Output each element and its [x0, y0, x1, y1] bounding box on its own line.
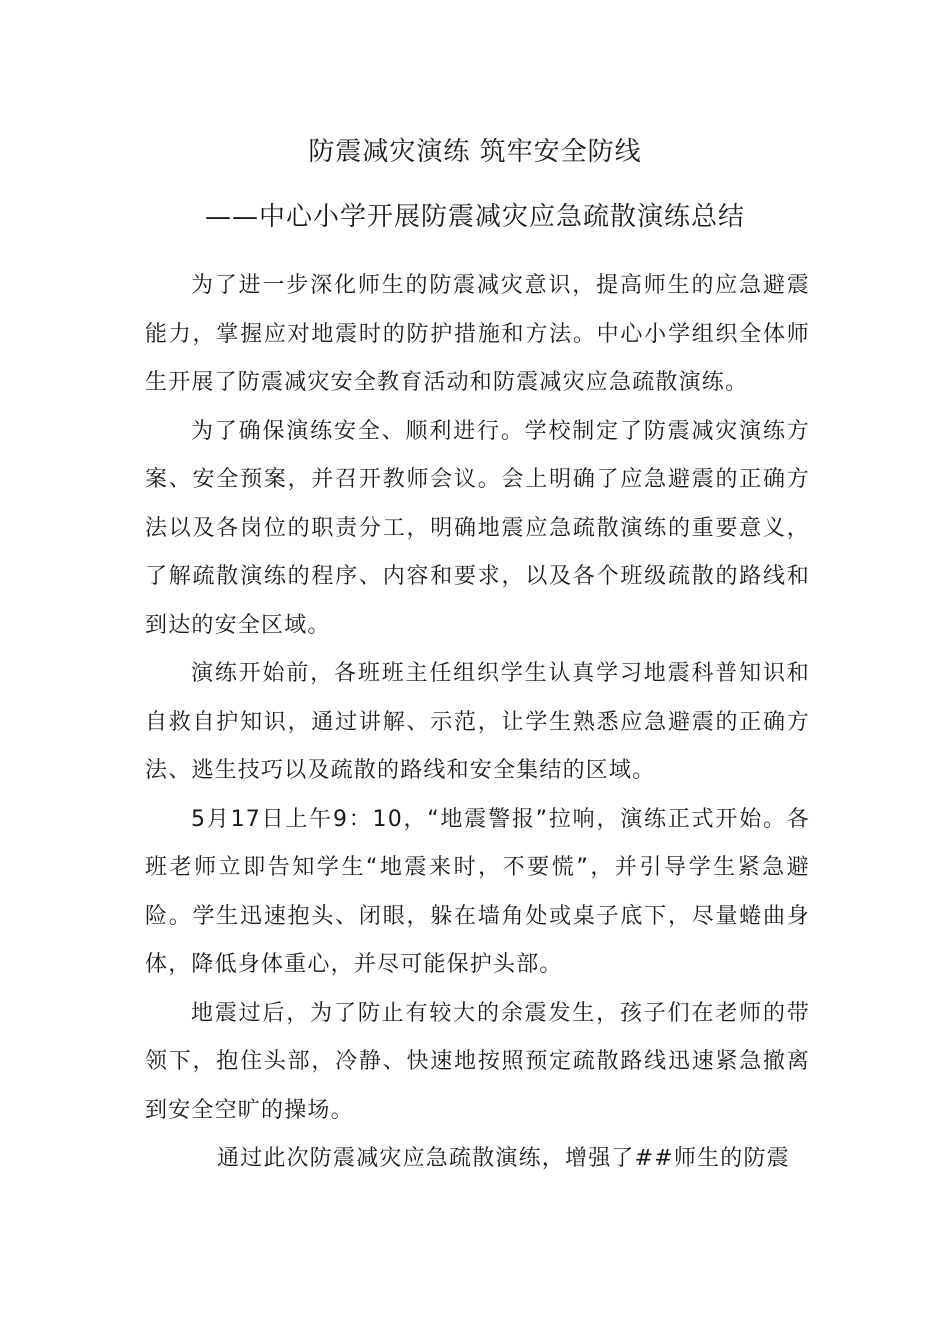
paragraph: 5月17日上午9：10，“地震警报”拉响，演练正式开始。各班老师立即告知学生“地震来时，不要慌”，并引导学生紧急避险。学生迅速抱头、闭眼，躲在墙角处或桌子底下，尽量蜷曲身体，降低身体重心，并尽可能保护头部。: [145, 806, 810, 977]
document-subtitle: ——中心小学开展防震减灾应急疏散演练总结: [204, 202, 745, 232]
paragraph: 通过此次防震减灾应急疏散演练，增强了##师生的防震: [217, 1146, 790, 1171]
paragraph: 演练开始前，各班班主任组织学生认真学习地震科普知识和自救自护知识，通过讲解、示范，让学生熟悉应急避震的正确方法、逃生技巧以及疏散的路线和安全集结的区域。: [145, 661, 810, 783]
paragraph: 地震过后，为了防止有较大的余震发生，孩子们在老师的带领下，抱住头部，冷静、快速地按照预定疏散路线迅速紧急撤离到安全空旷的操场。: [145, 1000, 810, 1123]
paragraph: 为了确保演练安全、顺利进行。学校制定了防震减灾演练方案、安全预案，并召开教师会议。会上明确了应急避震的正确方法以及各岗位的职责分工，明确地震应急疏散演练的重要意义，了解疏散演练的程序、内容和要求，以及各个班级疏散的路线和到达的安全区域。: [145, 418, 810, 638]
document-title: 防震减灾演练 筑牢安全防线: [308, 137, 642, 167]
document-body: [145, 262, 810, 1184]
paragraph: 为了进一步深化师生的防震减灾意识，提高师生的应急避震能力，掌握应对地震时的防护措施和方法。中心小学组织全体师生开展了防震减灾安全教育活动和防震减灾应急疏散演练。: [145, 273, 810, 395]
